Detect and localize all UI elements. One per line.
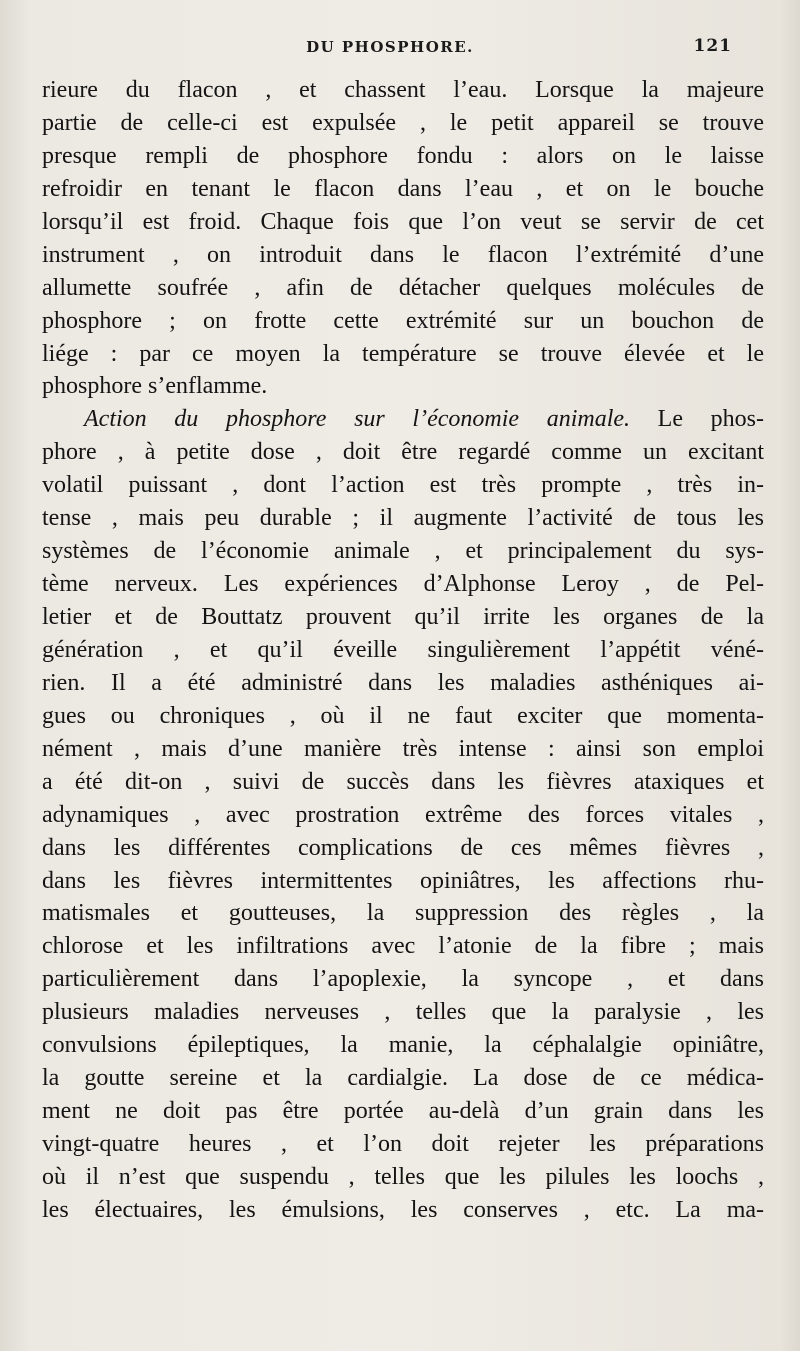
- text-line: presque rempli de phosphore fondu : alors on le laisse: [42, 142, 764, 169]
- text-line: phosphore s’enflamme.: [42, 373, 268, 400]
- text-line: lorsqu’il est froid. Chaque fois que l’on veut se servir de cet: [42, 208, 764, 235]
- paragraph-first-line: [42, 403, 764, 436]
- text-line: la goutte sereine et la cardialgie. La dose de ce médica-: [42, 1065, 764, 1092]
- text-line: nément , mais d’une manière très intense : ainsi son emploi: [42, 735, 764, 762]
- text-line: convulsions épileptiques, la manie, la céphalalgie opiniâtre,: [42, 1032, 764, 1059]
- text-line: où il n’est que suspendu , telles que les pilules les loochs ,: [42, 1163, 764, 1190]
- text-line: plusieurs maladies nerveuses , telles que la paralysie , les: [42, 999, 764, 1026]
- text-line: phore , à petite dose , doit être regardé comme un excitant: [42, 439, 764, 466]
- text-line: phosphore ; on frotte cette extrémité sur un bouchon de: [42, 307, 764, 334]
- section-heading: Action du phosphore sur l’économie animale.: [84, 406, 631, 433]
- text-line: volatil puissant , dont l’action est très prompte , très in-: [42, 472, 764, 499]
- text-line: matismales et goutteuses, la suppression des règles , la: [42, 900, 764, 927]
- text-line: rieure du flacon , et chassent l’eau. Lorsque la majeure: [42, 77, 764, 103]
- text-line: rien. Il a été administré dans les maladies asthéniques ai-: [42, 669, 764, 696]
- text-line: adynamiques , avec prostration extrême des forces vitales ,: [42, 801, 764, 828]
- page-number: 121: [693, 36, 732, 56]
- text-line: letier et de Bouttatz prouvent qu’il irrite les organes de la: [42, 604, 764, 630]
- running-head-title: DU PHOSPHORE.: [306, 38, 474, 56]
- text-line: tense , mais peu durable ; il augmente l’activité de tous les: [42, 505, 764, 532]
- text-line: allumette soufrée , afin de détacher quelques molécules de: [42, 274, 764, 301]
- text-line: instrument , on introduit dans le flacon l’extrémité d’une: [42, 241, 764, 268]
- text-line: ment ne doit pas être portée au-delà d’un grain dans les: [42, 1098, 764, 1125]
- text-line: refroidir en tenant le flacon dans l’eau , et on le bouche: [42, 175, 764, 202]
- text-line: dans les fièvres intermittentes opiniâtres, les affections rhu-: [42, 867, 764, 894]
- text-line: chlorose et les infiltrations avec l’atonie de la fibre ; mais: [42, 933, 764, 960]
- text-line: les électuaires, les émulsions, les conserves , etc. La ma-: [42, 1196, 764, 1223]
- text-fragment: Le phos-: [630, 406, 764, 433]
- text-line: tème nerveux. Les expériences d’Alphonse Leroy , de Pel-: [42, 571, 764, 598]
- text-line: a été dit-on , suivi de succès dans les fièvres ataxiques et: [42, 768, 764, 795]
- body-text: [42, 74, 764, 1227]
- text-line: systèmes de l’économie animale , et principalement du sys-: [42, 538, 764, 565]
- text-line: dans les différentes complications de ces mêmes fièvres ,: [42, 834, 764, 861]
- text-line: liége : par ce moyen la température se trouve élevée et le: [42, 340, 764, 367]
- text-line: génération , et qu’il éveille singulièrement l’appétit véné-: [42, 636, 764, 663]
- text-line: partie de celle-ci est expulsée , le petit appareil se trouve: [42, 109, 764, 136]
- text-line: gues ou chroniques , où il ne faut exciter que momenta-: [42, 702, 764, 729]
- text-line: particulièrement dans l’apoplexie, la syncope , et dans: [42, 966, 764, 993]
- text-line: vingt-quatre heures , et l’on doit rejeter les préparations: [42, 1131, 764, 1157]
- running-head: [40, 38, 740, 64]
